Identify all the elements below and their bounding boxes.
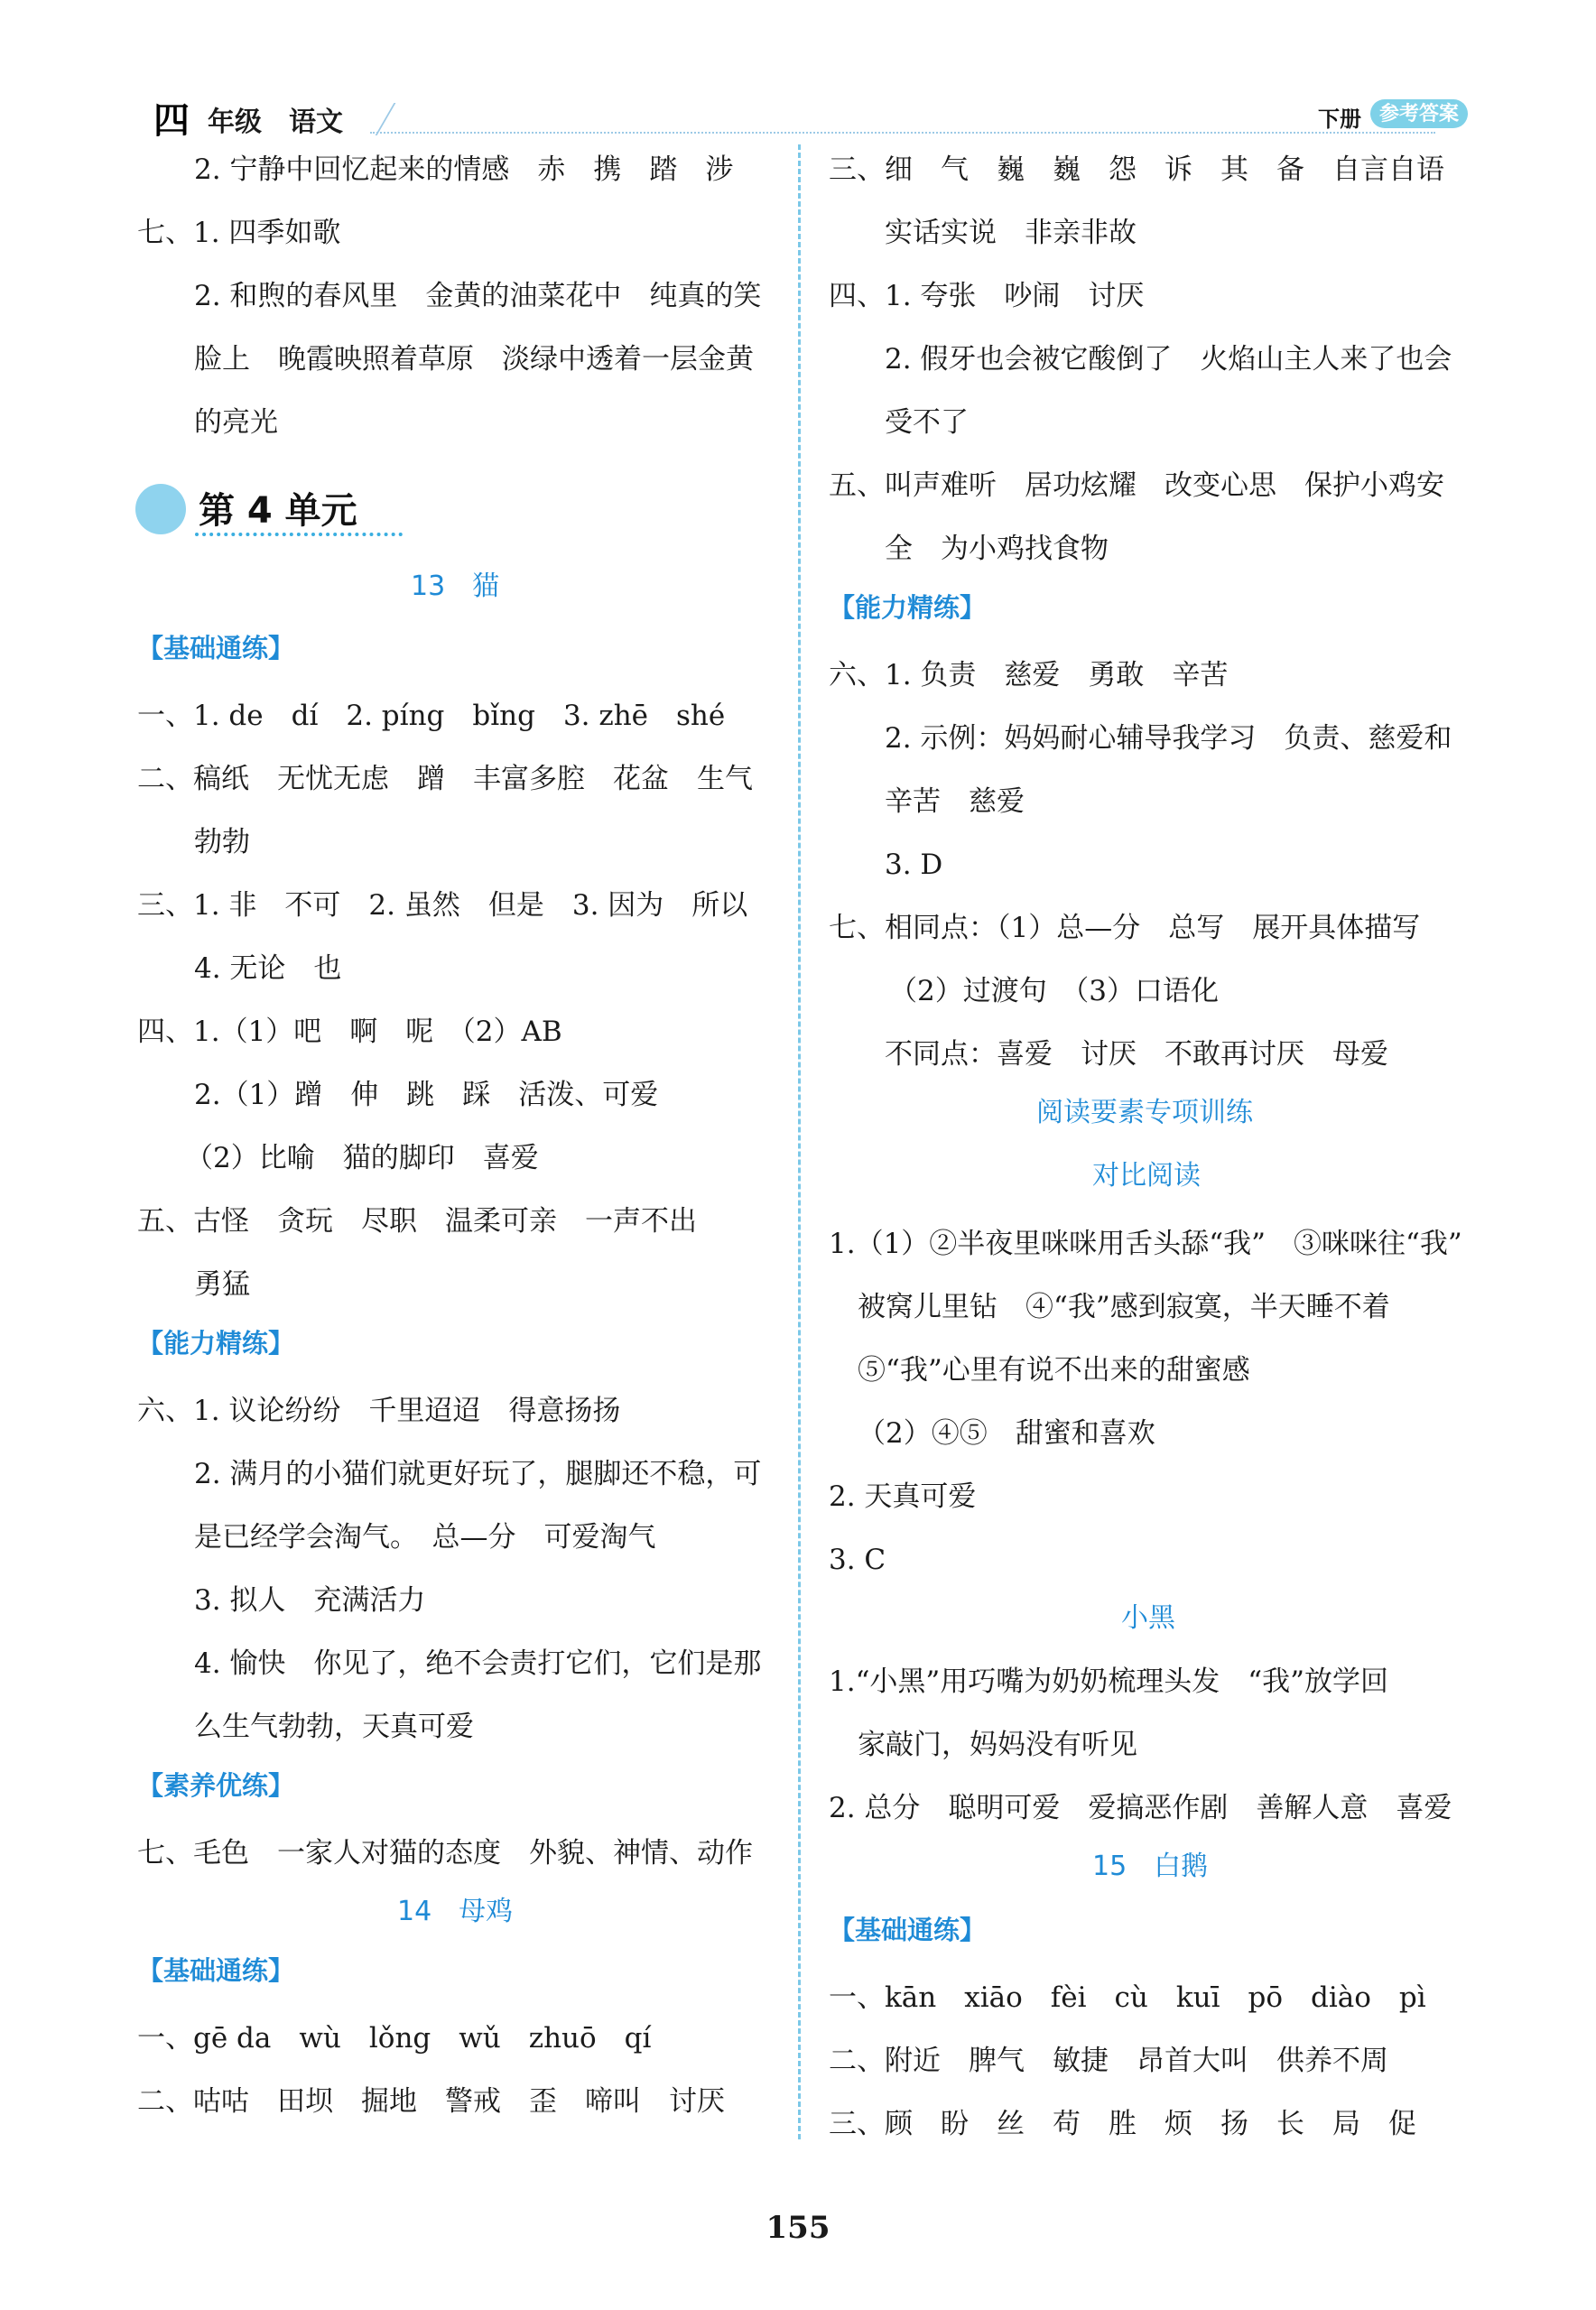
answer-line: 二、咕咕 田坝 掘地 警戒 歪 啼叫 讨厌 [137, 2085, 725, 2118]
answer-line: 2. 天真可爱 [829, 1480, 977, 1513]
answer-line: 家敲门，妈妈没有听见 [858, 1729, 1137, 1761]
answer-line: 2. 和煦的春风里 金黄的油菜花中 纯真的笑 [194, 280, 762, 312]
answer-line: 3. D [885, 849, 943, 881]
lesson-title: 15 白鹅 [1092, 1851, 1209, 1882]
answer-line: 五、古怪 贪玩 尽职 温柔可亲 一声不出 [137, 1205, 697, 1238]
answer-line: 三、细 气 巍 巍 怨 诉 其 备 自言自语 [829, 153, 1444, 186]
answer-line: 勇猛 [194, 1268, 250, 1301]
answer-line: 2. 宁静中回忆起来的情感 赤 携 踏 涉 [194, 153, 734, 186]
answer-line: 二、附近 脾气 敏捷 昂首大叫 供养不周 [829, 2045, 1388, 2077]
answer-line: 被窝儿里钻 ④“我”感到寂寞，半天睡不着 [858, 1291, 1390, 1323]
answer-line: 四、1. 夸张 吵闹 讨厌 [829, 280, 1145, 312]
answer-line: 4. 愉快 你见了，绝不会责打它们，它们是那 [194, 1647, 762, 1680]
answer-line: 2. 满月的小猫们就更好玩了，腿脚还不稳，可 [194, 1458, 762, 1490]
answer-line: 脸上 晚霞映照着草原 淡绿中透着一层金黄 [194, 343, 754, 376]
answer-line: ⑤“我”心里有说不出来的甜蜜感 [858, 1354, 1250, 1387]
section-heading: 【基础通练】 [829, 1915, 987, 1945]
answer-line: 受不了 [885, 406, 969, 439]
answer-line: （2）比喻 猫的脚印 喜爱 [185, 1142, 539, 1174]
lesson-title: 阅读要素专项训练 [1036, 1097, 1253, 1128]
answer-line: 六、1. 议论纷纷 千里迢迢 得意扬扬 [137, 1395, 621, 1427]
answer-line: 4. 无论 也 [194, 952, 342, 985]
answer-line: 2.（1）蹭 伸 跳 踩 活泼、可爱 [194, 1079, 659, 1111]
answer-line: 2. 总分 聪明可爱 爱搞恶作剧 善解人意 喜爱 [829, 1792, 1452, 1824]
answer-line: 五、叫声难听 居功炫耀 改变心思 保护小鸡安 [829, 469, 1444, 502]
answer-line: 不同点：喜爱 讨厌 不敢再讨厌 母爱 [885, 1038, 1388, 1071]
answer-line: 全 为小鸡找食物 [885, 533, 1109, 565]
answer-line: 的亮光 [194, 406, 278, 439]
answer-line: 一、gē da wù lǒng wǔ zhuō qí [137, 2022, 652, 2055]
answer-line: 2. 示例：妈妈耐心辅导我学习 负责、慈爱和 [885, 722, 1452, 755]
subject-label: 语文 [289, 107, 343, 138]
section-heading: 【素养优练】 [137, 1770, 295, 1801]
answer-line: 一、1. de dí 2. píng bǐng 3. zhē shé [137, 700, 726, 732]
answer-line: 辛苦 慈爱 [885, 785, 1025, 818]
section-heading: 【基础通练】 [137, 1955, 295, 1986]
lesson-title: 对比阅读 [1092, 1160, 1201, 1192]
volume-label: 下册 [1318, 106, 1361, 132]
answer-key-badge: 参考答案 [1370, 99, 1468, 128]
header-dotted-line [370, 132, 1435, 134]
answer-line: 3. C [829, 1544, 886, 1576]
grade-label: 年级 [208, 107, 262, 138]
answer-line: （2）④⑤ 甜蜜和喜欢 [858, 1417, 1155, 1450]
unit-underline-dots [195, 533, 403, 536]
answer-line: 七、1. 四季如歌 [137, 217, 341, 249]
answer-line: 四、1.（1）吧 啊 呢 （2）AB [137, 1016, 562, 1048]
answer-line: 一、kān xiāo fèi cù kuī pō diào pì [829, 1981, 1426, 2014]
unit-circle-icon [135, 484, 186, 534]
answer-line: 二、稿纸 无忧无虑 蹭 丰富多腔 花盆 生气 [137, 763, 753, 795]
header-slash-decoration [343, 103, 396, 135]
answer-line: 1.（1）②半夜里咪咪用舌头舔“我” ③咪咪往“我” [829, 1228, 1462, 1260]
section-heading: 【基础通练】 [137, 633, 295, 663]
unit-title: 第 4 单元 [199, 490, 357, 532]
page-number: 155 [766, 2210, 830, 2246]
answer-line: 勃勃 [194, 826, 250, 858]
lesson-title: 小黑 [1121, 1602, 1175, 1634]
page-header [144, 90, 1489, 144]
answer-line: 七、相同点：（1）总—分 总写 展开具体描写 [829, 912, 1421, 944]
answer-line: （2）过渡句 （3）口语化 [889, 975, 1219, 1007]
lesson-title: 13 猫 [411, 571, 500, 602]
answer-line: 是已经学会淘气。 总—分 可爱淘气 [194, 1521, 656, 1554]
section-heading: 【能力精练】 [829, 592, 987, 623]
answer-line: 六、1. 负责 慈爱 勇敢 辛苦 [829, 659, 1229, 691]
answer-line: 三、1. 非 不可 2. 虽然 但是 3. 因为 所以 [137, 889, 748, 922]
answer-line: 3. 拟人 充满活力 [194, 1584, 426, 1617]
column-divider [798, 144, 801, 2139]
lesson-title: 14 母鸡 [397, 1896, 514, 1927]
answer-line: 实话实说 非亲非故 [885, 217, 1137, 249]
answer-line: 1.“小黑”用巧嘴为奶奶梳理头发 “我”放学回 [829, 1665, 1388, 1698]
answer-line: 2. 假牙也会被它酸倒了 火焰山主人来了也会 [885, 343, 1452, 376]
answer-line: 七、毛色 一家人对猫的态度 外貌、神情、动作 [137, 1837, 753, 1869]
section-heading: 【能力精练】 [137, 1328, 295, 1359]
answer-line: 么生气勃勃，天真可爱 [194, 1711, 474, 1743]
unit-heading [135, 478, 397, 542]
answer-line: 三、顾 盼 丝 苟 胜 烦 扬 长 局 促 [829, 2108, 1416, 2140]
grade-number: 四 [153, 99, 190, 142]
